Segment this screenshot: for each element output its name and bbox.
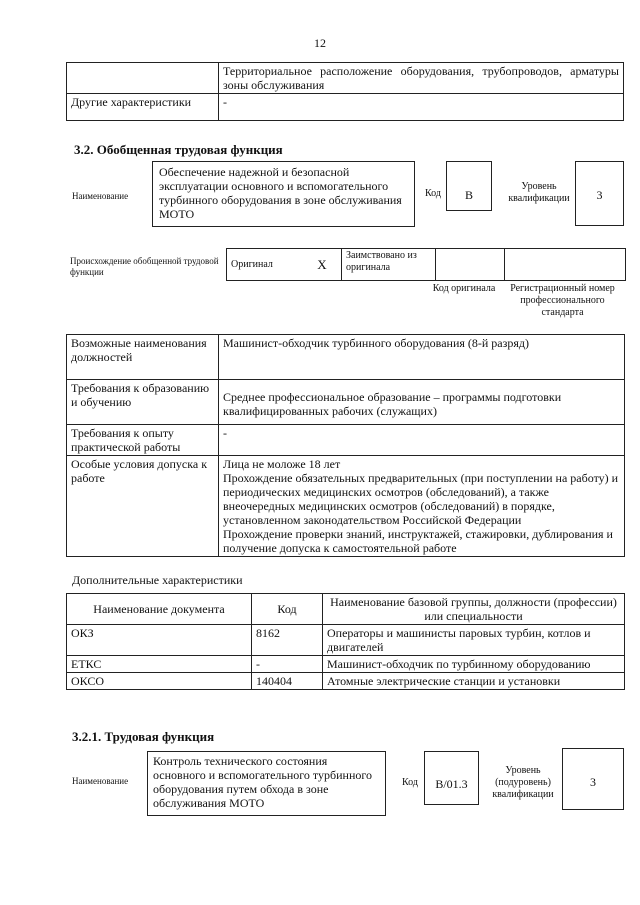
code-cell: - — [252, 656, 323, 673]
other-characteristics-label: Другие характеристики — [67, 94, 219, 121]
function-name-box — [147, 751, 386, 816]
column-header: Код — [252, 594, 323, 625]
additional-heading: Дополнительные характеристики — [72, 573, 243, 587]
level-box — [575, 161, 624, 226]
level-label: Уровень квалификации — [508, 181, 570, 204]
details-table — [66, 334, 625, 557]
detail-value: Машинист-обходчик турбинного оборудования (8-й разряд) — [219, 335, 625, 380]
borrowed-label: Заимствовано из оригинала — [342, 249, 436, 281]
doc-name-cell: ЕТКС — [67, 656, 252, 673]
column-header: Наименование документа — [67, 594, 252, 625]
level-value: 3 — [596, 188, 603, 202]
group-name-cell: Операторы и машинисты паровых турбин, котлов и двигателей — [323, 625, 625, 656]
detail-label: Требования к опыту практической работы — [67, 425, 219, 456]
original-mark: X — [303, 249, 342, 281]
detail-label: Возможные наименования должностей — [67, 335, 219, 380]
code-original-caption: Код оригинала — [432, 283, 496, 294]
table-row — [67, 656, 625, 673]
origin-label: Происхождение обобщенной трудовой функции — [70, 256, 219, 277]
section-heading-3-2-1: 3.2.1. Трудовая функция — [72, 729, 215, 744]
level-label: Уровень (подуровень) квалификации — [492, 765, 554, 800]
table-row — [67, 94, 624, 121]
name-label: Наименование — [72, 191, 129, 201]
code-box — [446, 161, 492, 211]
name-label: Наименование — [72, 776, 129, 786]
top-characteristics-table — [66, 62, 624, 121]
doc-name-cell: ОКЗ — [67, 625, 252, 656]
reg-number-caption: Регистрационный номер профессионального стандарта — [510, 283, 615, 318]
code-value: B — [464, 188, 473, 202]
detail-value: Среднее профессиональное образование – программы подготовки квалифицированных рабочих (служащих) — [219, 380, 625, 425]
group-name-cell: Машинист-обходчик по турбинному оборудованию — [323, 656, 625, 673]
location-text: Территориальное расположение оборудования, трубопроводов, арматуры зоны обслуживания — [219, 63, 624, 94]
code-label: Код — [425, 188, 441, 199]
code-label: Код — [402, 777, 418, 788]
table-row — [67, 380, 625, 425]
table-header-row — [67, 594, 625, 625]
table-row — [227, 249, 626, 281]
function-name-text: Обеспечение надежной и безопасной эксплуатации основного и вспомогательного турбинного оборудования в зоне обслуживания МОТО — [159, 165, 402, 221]
origin-table — [226, 248, 626, 281]
table-row — [67, 63, 624, 94]
code-value: B/01.3 — [435, 777, 468, 791]
table-row — [67, 335, 625, 380]
classifiers-table — [66, 593, 625, 690]
table-row — [67, 673, 625, 690]
group-name-cell: Атомные электрические станции и установки — [323, 673, 625, 690]
code-cell: 8162 — [252, 625, 323, 656]
detail-value: Лица не моложе 18 лет Прохождение обязательных предварительных (при поступлении на работу) и периодических медицинских осмотров (обследований), а также внеочередных медицинских осмотров (обследований) в порядке, установленном законодательством Российской Федерации Прохождение проверки знаний, инструктажей, стажировки, дублирования и получение допуска к самостоятельной работе — [219, 456, 625, 557]
page-number: 12 — [314, 36, 326, 50]
level-value: 3 — [590, 775, 596, 789]
level-box — [562, 748, 624, 810]
doc-name-cell: ОКСО — [67, 673, 252, 690]
code-cell: 140404 — [252, 673, 323, 690]
section-heading-3-2: 3.2. Обобщенная трудовая функция — [74, 142, 283, 157]
code-original-cell — [436, 249, 505, 281]
detail-value: - — [219, 425, 625, 456]
table-row — [67, 425, 625, 456]
column-header: Наименование базовой группы, должности (профессии) или специальности — [323, 594, 625, 625]
other-characteristics-value: - — [219, 94, 624, 121]
function-name-box — [152, 161, 415, 227]
code-box — [424, 751, 479, 805]
function-name-text: Контроль технического состояния основного и вспомогательного турбинного оборудования путем обхода в зоне обслуживания МОТО — [153, 754, 372, 810]
detail-label: Особые условия допуска к работе — [67, 456, 219, 557]
detail-label: Требования к образованию и обучению — [67, 380, 219, 425]
original-label: Оригинал — [227, 249, 304, 281]
reg-number-cell — [505, 249, 626, 281]
table-row — [67, 456, 625, 557]
table-row — [67, 625, 625, 656]
